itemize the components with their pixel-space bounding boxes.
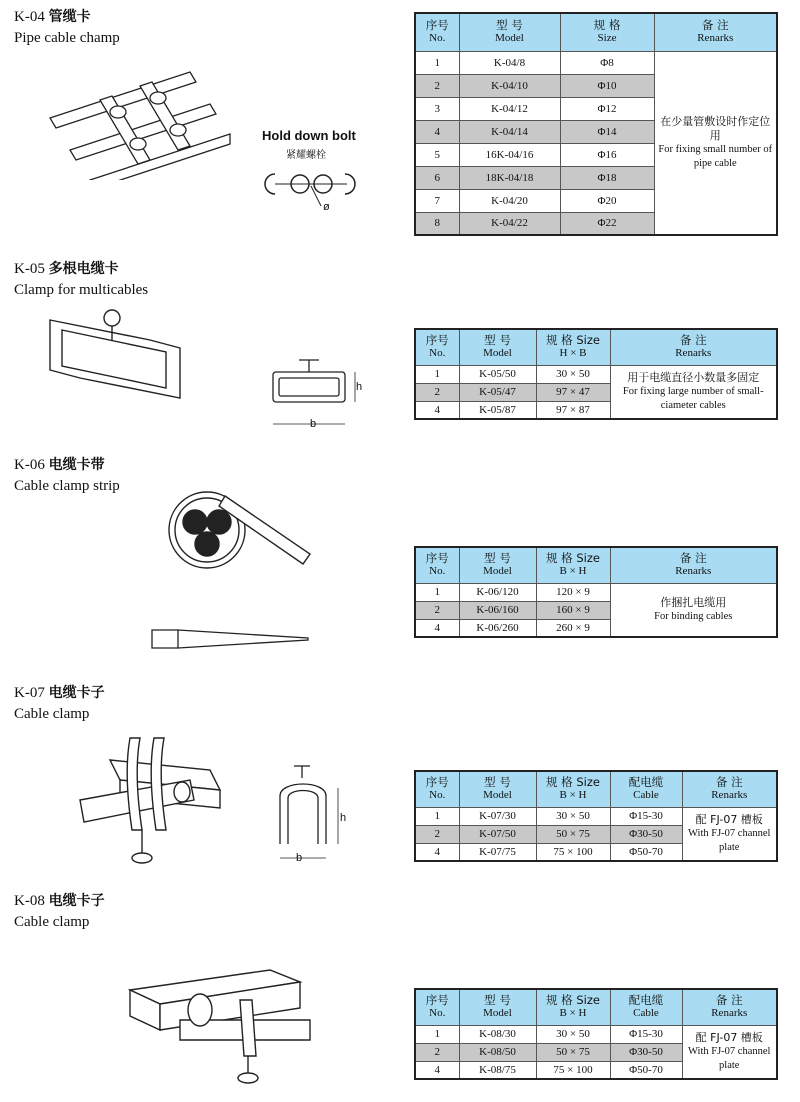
k05-header-size: 规 格 Size H × B [536, 329, 610, 365]
k05-dim-b: b [310, 418, 317, 430]
k04-title [14, 8, 91, 26]
k05-code: K-05 [14, 261, 45, 277]
k05-dimension-drawing [265, 352, 375, 437]
table-row: 6 18K-04/18 Φ18 [415, 166, 777, 189]
k05-spec-table [414, 328, 778, 420]
k08-header-model: 型 号 Model [459, 989, 536, 1025]
k07-header-cable: 配电缆 Cable [610, 771, 682, 807]
k04-header-size: 规 格 Size [560, 13, 654, 51]
k08-en-title: Cable clamp [14, 914, 90, 930]
k04-phi-label: ø [323, 201, 330, 213]
k04-spec-table [414, 12, 778, 236]
table-row: 1 K-06/120 120 × 9 作捆扎电缆用 For binding cables [415, 583, 777, 601]
table-row: 7 K-04/20 Φ20 [415, 189, 777, 212]
k05-en-title: Clamp for multicables [14, 282, 149, 298]
k08-header-remarks: 备 注 Renarks [682, 989, 777, 1025]
k08-spec-table [414, 988, 778, 1080]
k07-header-size: 规 格 Size B × H [536, 771, 610, 807]
k06-title [14, 456, 105, 474]
k07-header-model: 型 号 Model [459, 771, 536, 807]
k08-header-size: 规 格 Size B × H [536, 989, 610, 1025]
k05-dim-h: h [356, 381, 363, 393]
k05-remarks: 用于电缆直径小数量多固定 For fixing large number of small-ciameter cables [610, 365, 777, 419]
table-row: 2 K-08/50 50 × 75 Φ30-50 [415, 1043, 777, 1061]
k04-bolt-label-cn: 紧耀螺栓 [286, 150, 326, 161]
k08-cn-title: 电缆卡子 [48, 893, 105, 909]
k08-header-cable: 配电缆 Cable [610, 989, 682, 1025]
table-row: 2 K-05/47 97 × 47 [415, 383, 777, 401]
table-row: 2 K-04/10 Φ10 [415, 74, 777, 97]
k04-bolt-label-en: Hold down bolt [262, 128, 356, 143]
k04-pipe-clamp-drawing [40, 60, 240, 180]
table-row: 4 K-06/260 260 × 9 [415, 619, 777, 637]
k06-code: K-06 [14, 457, 45, 473]
table-row: 3 K-04/12 Φ12 [415, 97, 777, 120]
k07-title [14, 684, 105, 702]
table-row: 1 K-08/30 30 × 50 Φ15-30 配 FJ-07 槽板 With FJ-07 channel plate [415, 1025, 777, 1043]
k04-bolt-drawing [255, 160, 365, 215]
k05-header-model: 型 号 Model [459, 329, 536, 365]
k04-cn-title: 管缆卡 [48, 9, 91, 25]
k05-header-no: 序号 No. [415, 329, 459, 365]
k07-dim-h: h [340, 812, 347, 824]
k06-spec-table [414, 546, 778, 638]
k07-cn-title: 电缆卡子 [48, 685, 105, 701]
k06-clamp-strip-drawing [165, 472, 325, 582]
table-row: 4 K-04/14 Φ14 [415, 120, 777, 143]
k07-dim-b: b [296, 852, 303, 864]
k06-en-title: Cable clamp strip [14, 478, 120, 494]
k05-cn-title: 多根电缆卡 [48, 261, 119, 277]
table-row: 2 K-07/50 50 × 75 Φ30-50 [415, 825, 777, 843]
k04-header-model: 型 号 Model [459, 13, 560, 51]
k07-cable-clamp-drawing [70, 730, 230, 870]
k07-remarks: 配 FJ-07 槽板 With FJ-07 channel plate [682, 807, 777, 861]
table-row: 1 K-04/8 Φ8 在少量管敷设时作定位用 For fixing small number of pipe cable [415, 51, 777, 74]
k07-spec-table [414, 770, 778, 862]
k06-strip-side-drawing [148, 620, 318, 656]
k04-header-remarks: 备 注 Renarks [654, 13, 777, 51]
table-row: 5 16K-04/16 Φ16 [415, 143, 777, 166]
k04-remarks: 在少量管敷设时作定位用 For fixing small number of pipe cable [654, 51, 777, 235]
k08-cable-clamp-drawing [120, 960, 320, 1090]
k07-en-title: Cable clamp [14, 706, 90, 722]
table-row: 1 K-05/50 30 × 50 用于电缆直径小数量多固定 For fixing large number of small-ciameter cables [415, 365, 777, 383]
k07-code: K-07 [14, 685, 45, 701]
table-row: 4 K-08/75 75 × 100 Φ50-70 [415, 1061, 777, 1079]
k06-header-no: 序号 No. [415, 547, 459, 583]
k05-header-remarks: 备 注 Renarks [610, 329, 777, 365]
k06-header-remarks: 备 注 Renarks [610, 547, 777, 583]
k08-code: K-08 [14, 893, 45, 909]
k08-header-no: 序号 No. [415, 989, 459, 1025]
k04-code: K-04 [14, 9, 45, 25]
k06-remarks: 作捆扎电缆用 For binding cables [610, 583, 777, 637]
table-row: 1 K-07/30 30 × 50 Φ15-30 配 FJ-07 槽板 With FJ-07 channel plate [415, 807, 777, 825]
table-row: 8 K-04/22 Φ22 [415, 212, 777, 235]
k08-title [14, 892, 105, 910]
k06-cn-title: 电缆卡带 [48, 457, 105, 473]
k04-header-no: 序号 No. [415, 13, 459, 51]
table-row: 2 K-06/160 160 × 9 [415, 601, 777, 619]
k08-remarks: 配 FJ-07 槽板 With FJ-07 channel plate [682, 1025, 777, 1079]
k06-header-size: 规 格 Size B × H [536, 547, 610, 583]
k06-header-model: 型 号 Model [459, 547, 536, 583]
table-row: 4 K-05/87 97 × 87 [415, 401, 777, 419]
k05-title [14, 260, 119, 278]
k05-multicable-clamp-drawing [40, 300, 190, 410]
k07-dimension-drawing [270, 760, 360, 870]
table-row: 4 K-07/75 75 × 100 Φ50-70 [415, 843, 777, 861]
k07-header-no: 序号 No. [415, 771, 459, 807]
k04-en-title: Pipe cable champ [14, 30, 120, 46]
k07-header-remarks: 备 注 Renarks [682, 771, 777, 807]
